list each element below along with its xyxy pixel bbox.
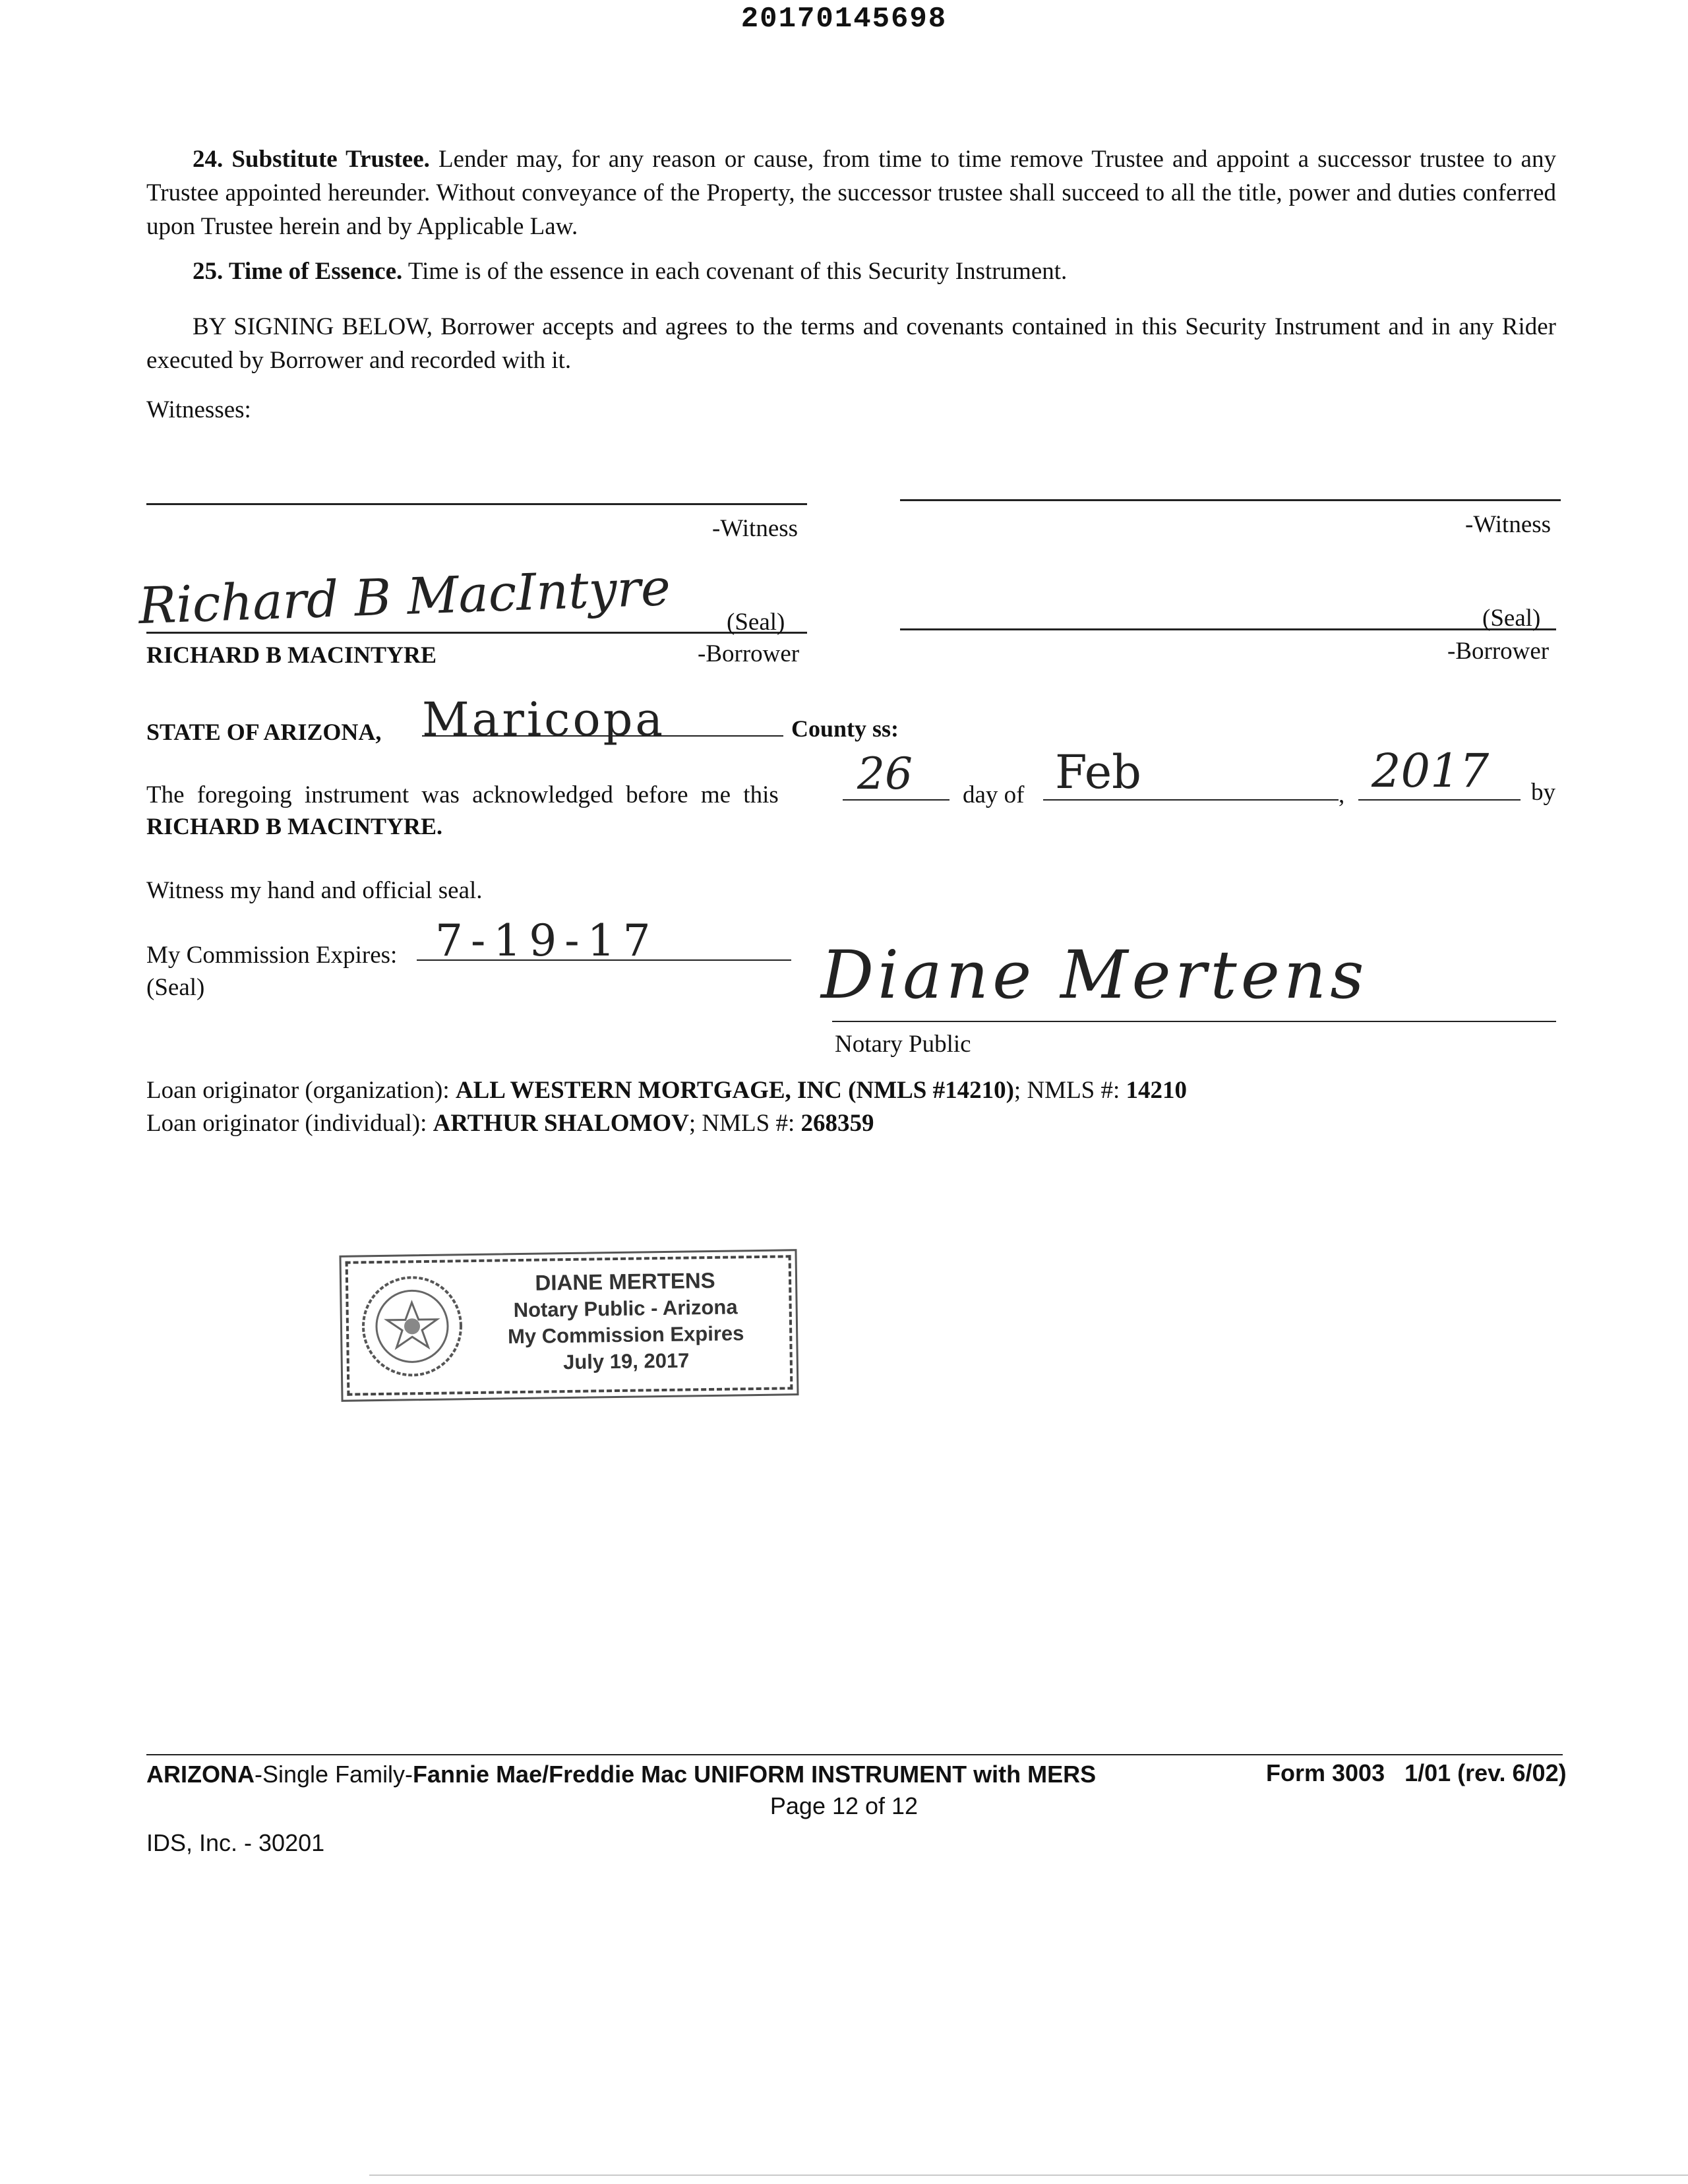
witness-hand: Witness my hand and official seal. bbox=[146, 877, 483, 904]
section-24 bbox=[146, 142, 1556, 243]
ack-month: Feb bbox=[1055, 745, 1141, 799]
state-label: STATE OF ARIZONA, bbox=[146, 719, 382, 745]
borrower-name: RICHARD B MACINTYRE bbox=[146, 642, 437, 668]
co-borrower-label: -Borrower bbox=[1447, 638, 1550, 665]
ack-day-label: day of bbox=[963, 781, 1025, 808]
ack-day: 26 bbox=[857, 748, 913, 799]
ack-by: by bbox=[1531, 779, 1555, 806]
section-24-heading: 24. Substitute Trustee. bbox=[193, 146, 430, 173]
seal-bottom-label: (Seal) bbox=[146, 974, 205, 1001]
notary-signature-line bbox=[832, 1021, 1556, 1022]
notary-label: Notary Public bbox=[835, 1031, 971, 1058]
ack-name: RICHARD B MACINTYRE. bbox=[146, 813, 443, 839]
stamp-date: July 19, 2017 bbox=[562, 1349, 690, 1374]
witness-line-right bbox=[900, 499, 1561, 501]
witness-label-left: -Witness bbox=[712, 515, 799, 542]
stamp-commission: My Commission Expires bbox=[507, 1321, 744, 1349]
loan-ind-label: Loan originator (individual): bbox=[146, 1110, 433, 1137]
commission-line bbox=[417, 959, 791, 961]
footer-ids: IDS, Inc. - 30201 bbox=[146, 1829, 325, 1856]
witness-line-left bbox=[146, 503, 807, 505]
stamp-name: DIANE MERTENS bbox=[535, 1267, 715, 1295]
commission-date: 7-19-17 bbox=[435, 915, 659, 966]
footer-instrument-name: Fannie Mae/Freddie Mac UNIFORM INSTRUMENT with MERS bbox=[413, 1761, 1097, 1788]
section-25 bbox=[146, 255, 1556, 288]
commission-label: My Commission Expires: bbox=[146, 942, 398, 969]
loan-originator-individual bbox=[146, 1107, 874, 1140]
section-25-text: Time is of the essence in each covenant of this Security Instrument. bbox=[402, 258, 1068, 285]
notary-signature: Diane Mertens bbox=[821, 936, 1368, 1014]
ack-year-line bbox=[1358, 799, 1521, 801]
ack-prefix: The foregoing instrument was acknowledged before me this bbox=[146, 781, 779, 808]
loan-ind-nmls: 268359 bbox=[800, 1110, 874, 1137]
footer-instrument bbox=[146, 1761, 1096, 1788]
ack-year: 2017 bbox=[1372, 744, 1490, 798]
co-borrower-seal-label: (Seal) bbox=[1482, 605, 1541, 632]
loan-ind-name: ARTHUR SHALOMOV bbox=[433, 1110, 689, 1137]
footer-state: ARIZONA bbox=[146, 1761, 255, 1788]
arizona-seal-icon bbox=[359, 1273, 466, 1380]
document-number: 20170145698 bbox=[740, 3, 948, 36]
witness-label-right: -Witness bbox=[1465, 511, 1552, 538]
loan-org-label: Loan originator (organization): bbox=[146, 1077, 456, 1104]
loan-org-nmls: 14210 bbox=[1126, 1077, 1188, 1104]
footer-single-family: -Single Family- bbox=[255, 1761, 413, 1788]
notary-stamp bbox=[346, 1255, 793, 1395]
signing-clause: BY SIGNING BELOW, Borrower accepts and agrees to the terms and covenants contained in this Security Instrument and in any Rider executed by Borrower and recorded with it. bbox=[146, 313, 1556, 374]
co-borrower-signature-line bbox=[900, 628, 1556, 630]
borrower-signature: Richard B MacIntyre bbox=[137, 557, 672, 636]
borrower-label-left: -Borrower bbox=[698, 640, 800, 667]
section-24-text: Lender may, for any reason or cause, from time to time remove Trustee and appoint a successor trustee to any Trustee appointed hereunder. Without conveyance of the Property, the successor trustee shall succeed to all the title, power and duties conferred upon Trustee herein and by Applicable Law. bbox=[146, 146, 1556, 240]
county-label: County ss: bbox=[791, 715, 899, 742]
footer-rule bbox=[146, 1754, 1563, 1755]
loan-ind-nmls-label: ; NMLS #: bbox=[688, 1110, 801, 1137]
loan-org-name: ALL WESTERN MORTGAGE, INC (NMLS #14210) bbox=[455, 1077, 1014, 1104]
loan-org-nmls-label: ; NMLS #: bbox=[1013, 1077, 1126, 1104]
loan-originator-organization bbox=[146, 1074, 1187, 1107]
footer-page: Page 12 of 12 bbox=[769, 1792, 919, 1819]
ack-month-line bbox=[1043, 799, 1339, 801]
stamp-title: Notary Public - Arizona bbox=[513, 1295, 738, 1322]
ack-day-line bbox=[843, 799, 950, 801]
footer-form: Form 3003 1/01 (rev. 6/02) bbox=[1266, 1759, 1567, 1786]
ack-comma: , bbox=[1339, 781, 1345, 808]
county-line bbox=[422, 735, 783, 737]
section-25-heading: 25. Time of Essence. bbox=[193, 258, 403, 285]
county-handwritten: Maricopa bbox=[422, 692, 666, 746]
borrower-signature-line bbox=[146, 632, 807, 634]
borrower-seal-label: (Seal) bbox=[727, 609, 785, 636]
witnesses-label: Witnesses: bbox=[146, 396, 251, 423]
